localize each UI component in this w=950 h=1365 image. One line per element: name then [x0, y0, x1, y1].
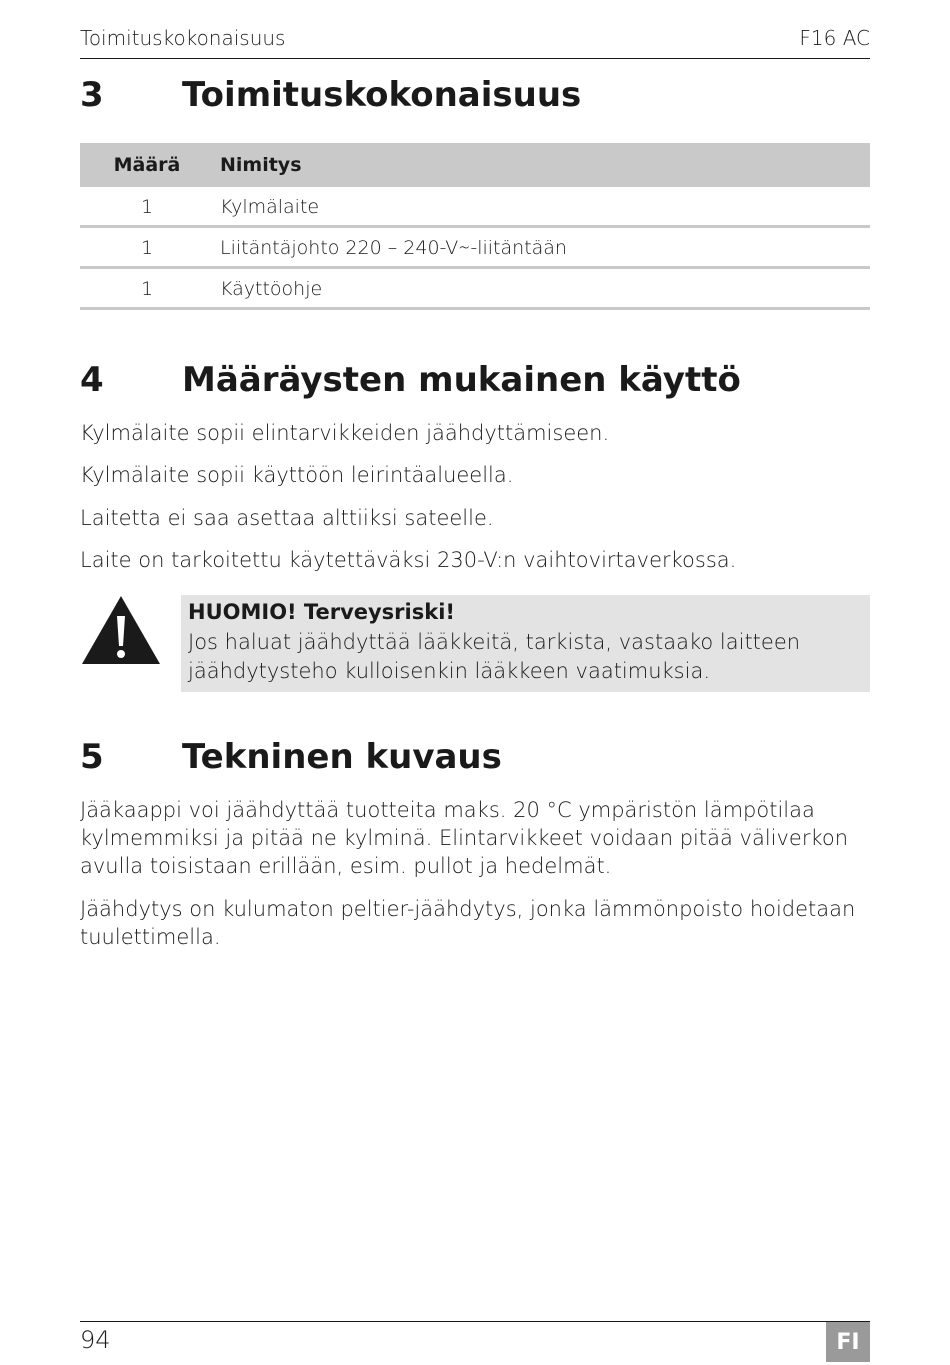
warning-title: HUOMIO! Terveysriski! — [188, 600, 455, 624]
cell-quantity: 1 — [140, 237, 154, 259]
section-number: 5 — [80, 737, 104, 777]
cell-quantity: 1 — [140, 278, 154, 300]
cell-quantity: 1 — [140, 196, 154, 218]
section-title: Tekninen kuvaus — [182, 737, 502, 777]
paragraph: Laitetta ei saa asettaa alttiiksi sateelle. — [80, 506, 494, 530]
warning-text: Jos haluat jäähdyttää lääkkeitä, tarkista, vastaako laitteen jäähdytysteho kulloisenkin lääkkeen vaatimuksia. — [188, 630, 801, 683]
section-title: Määräysten mukainen käyttö — [182, 360, 741, 400]
warning-box — [181, 595, 870, 692]
section-number: 4 — [80, 360, 104, 400]
cell-name: Liitäntäjohto 220 – 240-V∼-liitäntään — [220, 237, 567, 259]
delivery-table — [80, 143, 870, 310]
paragraph: Kylmälaite sopii elintarvikkeiden jäähdyttämiseen. — [80, 421, 610, 445]
section-number: 3 — [80, 75, 104, 115]
page-number: 94 — [80, 1326, 111, 1354]
table-row — [80, 187, 870, 228]
column-header-name: Nimitys — [220, 154, 302, 176]
paragraph: Kylmälaite sopii käyttöön leirintäalueella. — [80, 463, 514, 487]
table-row — [80, 228, 870, 269]
warning-triangle-icon — [80, 594, 162, 666]
paragraph: Jääkaappi voi jäähdyttää tuotteita maks. 20 °C ympäristön lämpötilaa kylmemmiksi ja pitää ne kylminä. Elintarvikkeet voidaan pitää väliverkon avulla toisistaan erillään, esim. pullot ja hedelmät. — [80, 798, 849, 878]
table-row — [80, 269, 870, 310]
footer-divider — [80, 1321, 870, 1322]
cell-name: Käyttöohje — [220, 278, 323, 300]
language-badge: FI — [826, 1322, 870, 1362]
header-section-title: Toimituskokonaisuus — [80, 26, 286, 50]
paragraph: Jäähdytys on kulumaton peltier-jäähdytys, jonka lämmönpoisto hoidetaan tuulettimella. — [80, 897, 856, 949]
paragraph: Laite on tarkoitettu käytettäväksi 230-V:n vaihtovirtaverkossa. — [80, 548, 737, 572]
section-title: Toimituskokonaisuus — [182, 75, 582, 115]
column-header-quantity: Määrä — [113, 154, 181, 176]
table-header — [80, 143, 870, 187]
page-header — [80, 26, 870, 59]
cell-name: Kylmälaite — [220, 196, 320, 218]
header-model: F16 AC — [799, 26, 870, 50]
